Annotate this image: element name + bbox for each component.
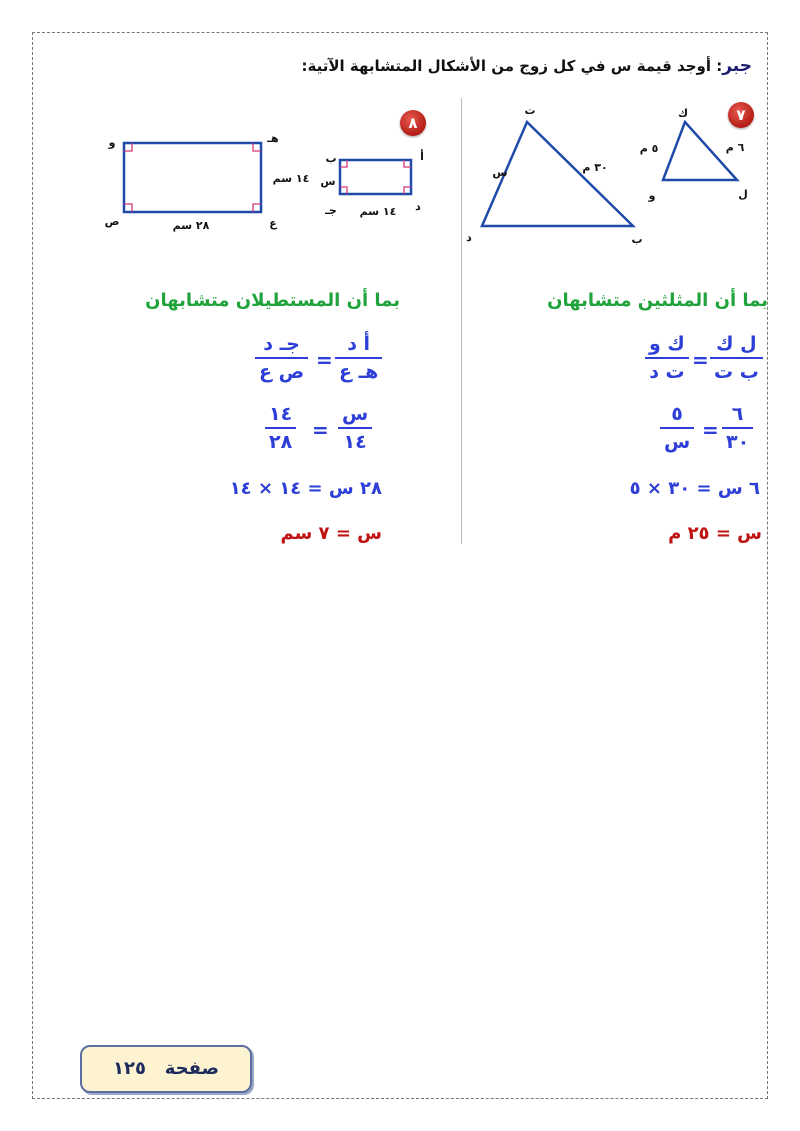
header-instruction: أوجد قيمة س في كل زوج من الأشكال المتشابهة الآتية: [301, 57, 711, 75]
problem-8-result: س = ٧ سم [280, 523, 382, 544]
vertex-a: أ [420, 150, 424, 163]
right-angle-marks-small [340, 160, 411, 194]
fraction-numerator: ١٤ [265, 403, 296, 429]
equals-sign: = [316, 348, 333, 372]
problem-8-cross-multiply: ٢٨ س = ١٤ × ١٤ [229, 478, 382, 499]
problem-8-ratio-jd-se [255, 333, 308, 383]
equals-sign: = [702, 418, 719, 442]
fraction-numerator: ل ك [710, 333, 763, 359]
problem-7-intro: بما أن المثلثين متشابهان [547, 290, 768, 311]
problem-8-badge: ٨ [400, 110, 426, 136]
vertex-t: ت [524, 104, 536, 117]
vertex-h: هـ [267, 132, 279, 145]
fraction-numerator: ٦ [722, 403, 753, 429]
side-tb: ٣٠ م [582, 161, 608, 174]
problem-8-fraction-14-28 [265, 403, 296, 453]
side-jd: ١٤ سم [359, 205, 397, 218]
vertex-l: ل [738, 188, 748, 201]
side-ab: س [320, 175, 336, 188]
problem-7-badge: ٧ [728, 102, 754, 128]
vertex-j: جـ [325, 204, 337, 217]
problem-8-ratio-ad-he [335, 333, 382, 383]
page-number-box [80, 1045, 252, 1093]
fraction-numerator: أ د [335, 333, 382, 359]
problem-7-fraction-5-x [660, 403, 694, 453]
vertex-b-rect: ب [325, 152, 337, 165]
problem-7-fraction-6-30 [722, 403, 753, 453]
vertex-b: ب [631, 233, 643, 246]
fraction-denominator: ١٤ [343, 431, 367, 453]
right-angle-marks-large [124, 143, 261, 212]
vertex-s: ص [104, 215, 120, 228]
fraction-denominator: ب ت [714, 361, 759, 383]
equals-sign: = [692, 348, 709, 372]
side-td: س [492, 166, 508, 179]
exercise-header [302, 56, 753, 76]
side-kl: ٦ م [725, 141, 745, 154]
vertex-w-rect: و [108, 136, 116, 149]
page-label: صفحة [164, 1058, 220, 1079]
problem-7-ratio-lk-bt [710, 333, 763, 383]
problem-8-fraction-x-14 [338, 403, 372, 453]
vertex-d-rect: د [415, 200, 421, 213]
fraction-numerator: ك و [645, 333, 689, 359]
fraction-denominator: ص ع [259, 361, 305, 383]
side-kw: ٥ م [639, 142, 659, 155]
vertex-e: ع [269, 217, 277, 230]
fraction-denominator: ٣٠ [726, 431, 750, 453]
fraction-numerator: جـ د [255, 333, 308, 359]
small-rectangle [340, 160, 411, 194]
header-colon: : [716, 57, 723, 75]
vertex-k: ك [677, 107, 689, 120]
fraction-numerator: س [338, 403, 372, 429]
problem-7-ratio-kw-td [645, 333, 689, 383]
vertex-d: د [466, 231, 472, 244]
fraction-denominator: س [664, 431, 691, 453]
fraction-numerator: ٥ [660, 403, 694, 429]
problem-8-intro: بما أن المستطيلان متشابهان [145, 290, 400, 311]
fraction-denominator: ت د [649, 361, 685, 383]
page-number: ١٢٥ [112, 1058, 146, 1079]
problem-8-rectangles-figure [96, 128, 436, 238]
problem-7-result: س = ٢٥ م [668, 523, 762, 544]
problem-7-triangles-figure [455, 100, 775, 250]
fraction-denominator: ٢٨ [269, 431, 293, 453]
equals-sign: = [312, 418, 329, 442]
vertex-w: و [648, 189, 656, 202]
side-he: ١٤ سم [272, 172, 310, 185]
fraction-denominator: هـ ع [339, 361, 379, 383]
side-se: ٢٨ سم [172, 219, 210, 232]
header-keyword: جبر [722, 56, 752, 76]
large-rectangle [124, 143, 261, 212]
problem-7-cross-multiply: ٦ س = ٣٠ × ٥ [629, 478, 760, 499]
